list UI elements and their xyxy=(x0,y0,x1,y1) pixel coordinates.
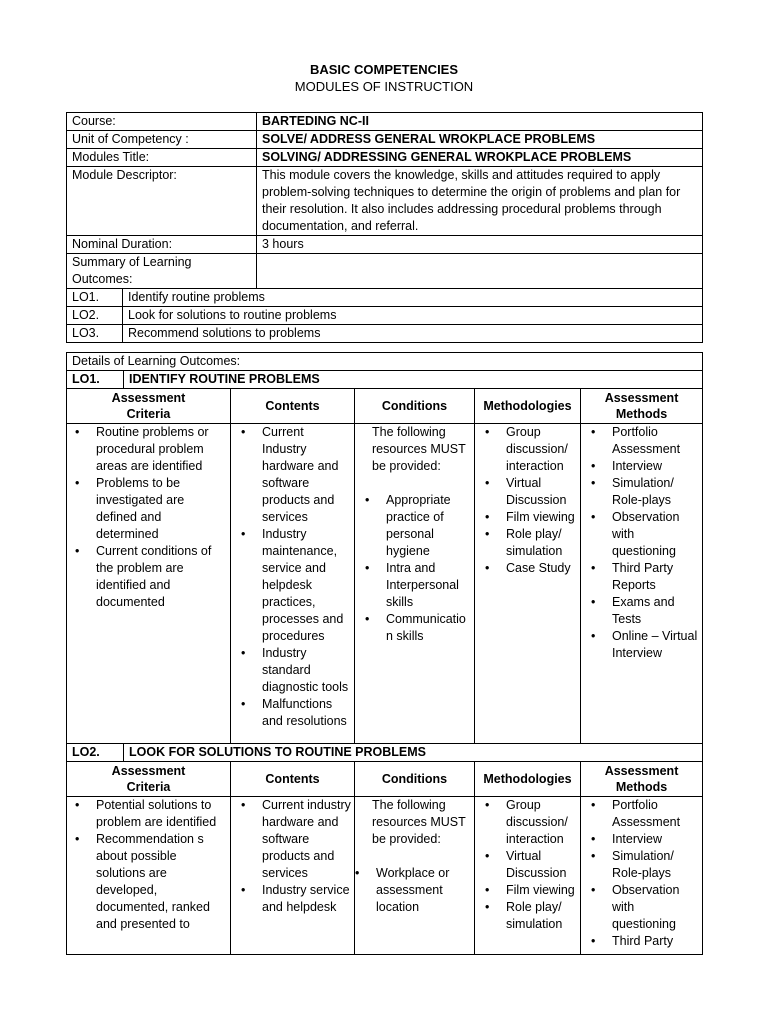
lo2-methodologies-cell xyxy=(475,797,581,955)
lo2-column-headers xyxy=(67,762,703,797)
list-item: • Interview xyxy=(612,831,699,848)
outcome-code: LO3. xyxy=(67,325,123,343)
descriptor-value: This module covers the knowledge, skills and attitudes required to apply problem-solving techniques to determine the origin of problems and plan for their resolution. It also includes addressing procedural problems through documentation, and referral. xyxy=(257,167,703,236)
list-item: • Current conditions of the problem are identified and documented xyxy=(96,543,227,611)
list-item: • Appropriate practice of personal hygiene xyxy=(386,492,471,560)
list-item: • Simulation/ Role-plays xyxy=(612,848,699,882)
col-header-conditions: Conditions xyxy=(355,389,475,424)
list-item: • Virtual Discussion xyxy=(506,848,577,882)
col-header-assessment-methods: Assessment Methods xyxy=(581,389,703,424)
outcome-code: LO1. xyxy=(67,289,123,307)
module-info-table xyxy=(66,112,703,343)
module-title-label: Modules Title: xyxy=(67,149,257,167)
list-item: • Group discussion/ interaction xyxy=(506,424,577,475)
lo2-code: LO2. xyxy=(67,744,124,762)
col-header-contents: Contents xyxy=(231,389,355,424)
document-title: BASIC COMPETENCIES xyxy=(309,62,459,77)
outcome-text: Look for solutions to routine problems xyxy=(123,307,703,325)
list-item: • Current industry hardware and software products and services xyxy=(262,797,351,882)
learning-outcomes-table xyxy=(66,352,703,955)
col-header-methodologies: Methodologies xyxy=(475,762,581,797)
duration-label: Nominal Duration: xyxy=(67,236,257,254)
outcome-row xyxy=(67,307,703,325)
list-item: • Film viewing xyxy=(506,509,577,526)
list-item: • Problems to be investigated are defined and determined xyxy=(96,475,227,543)
list-item: • Interview xyxy=(612,458,699,475)
list-item: • Recommendation s about possible solutions are developed, documented, ranked and presented to xyxy=(96,831,227,933)
list-item: • Industry service and helpdesk xyxy=(262,882,351,916)
list-item: • Third Party xyxy=(612,933,699,950)
lo2-title: LOOK FOR SOLUTIONS TO ROUTINE PROBLEMS xyxy=(124,744,703,762)
outcome-row xyxy=(67,289,703,307)
list-item: • Portfolio Assessment xyxy=(612,797,699,831)
list-item: • Routine problems or procedural problem areas are identified xyxy=(96,424,227,475)
list-item: • Film viewing xyxy=(506,882,577,899)
duration-value: 3 hours xyxy=(257,236,703,254)
col-header-assessment-methods: Assessment Methods xyxy=(581,762,703,797)
lo1-methodologies-cell xyxy=(475,424,581,744)
document-subtitle: MODULES OF INSTRUCTION xyxy=(294,79,474,94)
outcome-row xyxy=(67,325,703,343)
list-item: • Workplace or assessment location xyxy=(376,865,471,916)
list-item: • Role play/ simulation xyxy=(506,899,577,933)
list-item: • Group discussion/ interaction xyxy=(506,797,577,848)
col-header-criteria: Assessment Criteria xyxy=(67,389,231,424)
lo1-body xyxy=(67,424,703,744)
course-value: BARTEDING NC-II xyxy=(257,113,703,131)
list-item: • Case Study xyxy=(506,560,577,577)
document-header xyxy=(0,62,768,95)
list-item: • Role play/ simulation xyxy=(506,526,577,560)
outcome-code: LO2. xyxy=(67,307,123,325)
list-item: • Industry maintenance, service and helpdesk practices, processes and procedures xyxy=(262,526,351,645)
col-header-contents: Contents xyxy=(231,762,355,797)
conditions-intro: The following resources MUST be provided: xyxy=(372,425,466,473)
list-item: • Third Party Reports xyxy=(612,560,699,594)
lo1-assessment-methods-cell xyxy=(581,424,703,744)
col-header-criteria: Assessment Criteria xyxy=(67,762,231,797)
lo1-code: LO1. xyxy=(67,371,124,389)
outcome-text: Identify routine problems xyxy=(123,289,703,307)
lo2-conditions-cell xyxy=(355,797,475,955)
course-label: Course: xyxy=(67,113,257,131)
module-title-value: SOLVING/ ADDRESSING GENERAL WROKPLACE PROBLEMS xyxy=(257,149,703,167)
outcome-text: Recommend solutions to problems xyxy=(123,325,703,343)
unit-value: SOLVE/ ADDRESS GENERAL WROKPLACE PROBLEMS xyxy=(257,131,703,149)
list-item: • Potential solutions to problem are identified xyxy=(96,797,227,831)
list-item: • Portfolio Assessment xyxy=(612,424,699,458)
col-header-methodologies: Methodologies xyxy=(475,389,581,424)
lo2-assessment-methods-cell xyxy=(581,797,703,955)
lo2-criteria-cell xyxy=(67,797,231,955)
summary-label: Summary of Learning Outcomes: xyxy=(67,254,257,289)
lo1-column-headers xyxy=(67,389,703,424)
details-heading: Details of Learning Outcomes: xyxy=(67,353,703,371)
list-item: • Observation with questioning xyxy=(612,882,699,933)
lo2-contents-cell xyxy=(231,797,355,955)
list-item: • Malfunctions and resolutions xyxy=(262,696,351,730)
summary-value xyxy=(257,254,703,289)
list-item: • Communicatio n skills xyxy=(386,611,471,645)
list-item: • Simulation/ Role-plays xyxy=(612,475,699,509)
lo1-title: IDENTIFY ROUTINE PROBLEMS xyxy=(124,371,703,389)
list-item: • Industry standard diagnostic tools xyxy=(262,645,351,696)
unit-label: Unit of Competency : xyxy=(67,131,257,149)
list-item: • Intra and Interpersonal skills xyxy=(386,560,471,611)
conditions-intro: The following resources MUST be provided: xyxy=(372,798,466,846)
list-item: • Current Industry hardware and software products and services xyxy=(262,424,351,526)
descriptor-label: Module Descriptor: xyxy=(67,167,257,236)
list-item: • Online – Virtual Interview xyxy=(612,628,699,662)
list-item: • Observation with questioning xyxy=(612,509,699,560)
lo1-conditions-cell xyxy=(355,424,475,744)
list-item: • Virtual Discussion xyxy=(506,475,577,509)
lo1-contents-cell xyxy=(231,424,355,744)
list-item: • Exams and Tests xyxy=(612,594,699,628)
col-header-conditions: Conditions xyxy=(355,762,475,797)
lo1-criteria-cell xyxy=(67,424,231,744)
lo2-body xyxy=(67,797,703,955)
